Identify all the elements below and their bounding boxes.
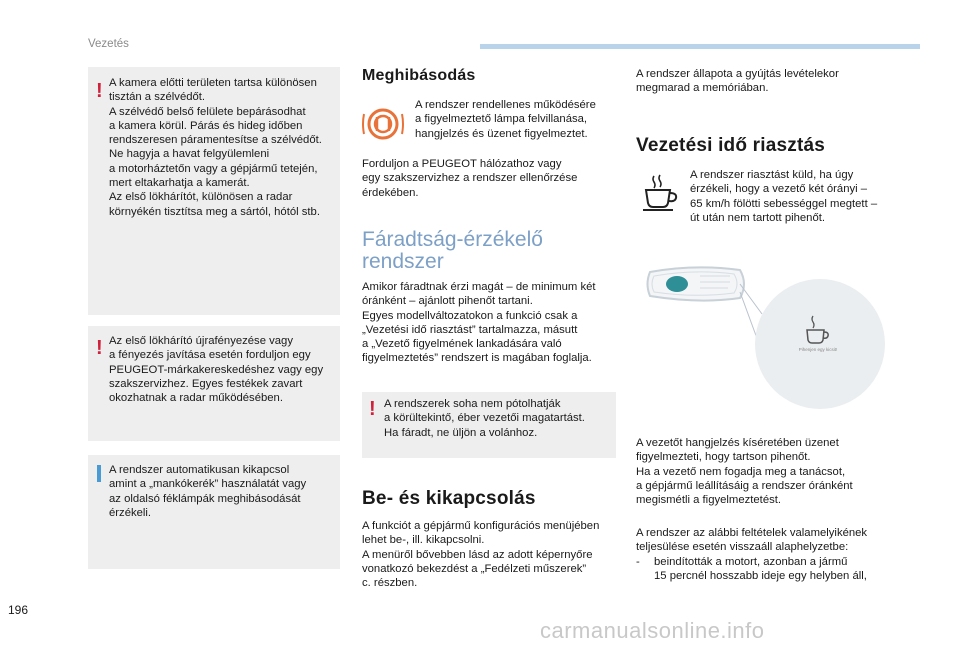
heading-on-off: Be- és kikapcsolás [362,488,536,509]
list-dash: - [636,555,640,568]
heading-drive-time-alert: Vezetési idő riasztás [636,135,826,156]
fatigue-text: Amikor fáradtnak érzi magát – de minimum két óránként – ajánlott pihenőt tartani. Egyes modellváltozatokon a funkció csak a „Vezetési idő riasztást” tartalmazza, másutt a „Vezető figyelmének lankadására való figyelmeztetés” rendszert is magában foglalja. [362,281,596,365]
instrument-cluster-icon [640,262,910,412]
memory-text: A rendszer állapota a gyújtás levételekor megmarad a memóriában. [636,68,839,95]
warning-text-bumper: Az első lökhárító újrafényezése vagy a fényezés javítása esetén forduljon egy PEUGEOT-márkakereskedéshez vagy egy szakszervizhez. Egyes festékek zavart okozhatnak a radar működésében. [109,335,324,405]
warning-text-no-substitute: A rendszerek soha nem pótolhatják a körültekintő, éber vezetői magatartást. Ha fáradt, ne üljön a volánhoz. [384,398,585,439]
reset-conditions-text: A rendszer az alábbi feltételek valamelyikének teljesülése esetén visszaáll alaphelyzetbe: - beindították a motort, azonban a jármű 15 percnél hosszabb ideje egy helyben áll, [636,526,904,583]
drive-time-icon-text: A rendszer riasztást küld, ha úgy érzékeli, hogy a vezető két órányi – 65 km/h fölötti sebességgel megtett – út után nem tartott pihenőt. [690,169,878,224]
fault-text: Forduljon a PEUGEOT hálózathoz vagy egy szakszervizhez a rendszer ellenőrzése érdekében. [362,158,578,199]
display-coffee-cup-icon [802,314,832,348]
page-number: 196 [8,603,29,617]
fault-icon-text: A rendszer rendellenes működésére a figyelmeztető lámpa felvillanása, hangjelzés és üzenet figyelmeztet. [415,99,596,140]
warning-exclamation-icon: ! [96,80,103,102]
heading-fatigue-system: Fáradtság-érzékelő rendszer [362,228,543,273]
instrument-cluster-illustration [640,262,910,412]
warning-text-camera: A kamera előtti területen tartsa különösen tisztán a szélvédőt. A szélvédő belső felülete bepárásodhat a kamera körül. Párás és hideg időben rendszeresen páramentesítse a szélvédőt. Ne hagyja a havat felgyülemleni a motorháztetőn vagy a gépjármű tetején, mert eltakarhatja a kamerát. Az első lökhárítót, különösen a radar környékén tisztítsa meg a sártól, hótól stb. [109,77,322,218]
warning-exclamation-icon: ! [96,337,103,359]
alert-repeat-text: A vezetőt hangjelzés kíséretében üzenet figyelmezteti, hogy tartson pihenőt. Ha a vezető nem fogadja meg a tanácsot, a gépjármű leállításáig a rendszer óránként megismétli a figyelmeztetést. [636,437,853,507]
warning-exclamation-icon: ! [369,398,376,420]
info-icon [97,465,101,482]
section-label: Vezetés [88,38,129,50]
on-off-text: A funkciót a gépjármű konfigurációs menüjében lehet be-, ill. kikapcsolni. A menüről bővebben lásd az adott képernyőre vonatkozó bekezdést a „Fedélzeti műszerek” c. részben. [362,520,600,590]
list-item: - beindították a motort, azonban a jármű 15 percnél hosszabb ideje egy helyben áll, [636,555,867,582]
info-text-auto-off: A rendszer automatikusan kikapcsol amint a „mankókerék” használatát vagy az oldalsó féklámpák meghibásodását érzékeli. [109,464,307,519]
watermark: carmanualsonline.info [540,618,765,643]
info-box-auto-off [88,455,340,569]
warning-box-bumper [88,326,340,441]
warning-box-camera [88,67,340,315]
warning-lamp-icon [362,106,404,142]
display-caption: Pihenjen egy kicsit! [798,347,838,352]
header-accent-bar [480,44,920,49]
heading-fault: Meghibásodás [362,67,476,84]
coffee-cup-icon [640,173,680,213]
warning-box-no-substitute [362,392,616,458]
